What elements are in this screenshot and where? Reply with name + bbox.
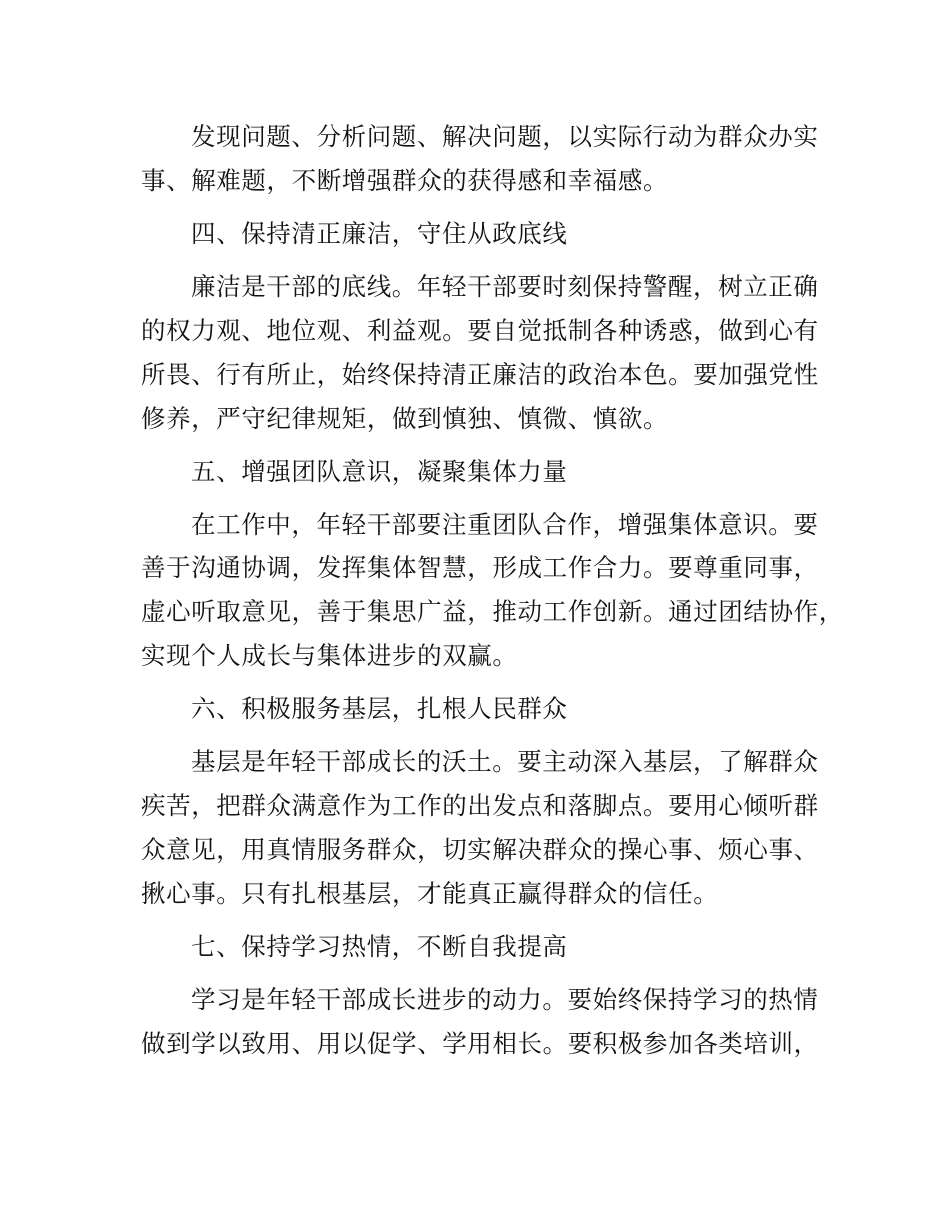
paragraph-line: 的权力观、地位观、利益观。要自觉抵制各种诱惑，做到心有 [141,316,819,345]
paragraph-line: 学习是年轻干部成长进步的动力。要始终保持学习的热情 [191,985,819,1014]
paragraph-line: 廉洁是干部的底线。年轻干部要时刻保持警醒，树立正确 [191,272,819,301]
section-heading-5: 五、增强团队意识，凝聚集体力量 [191,457,568,486]
paragraph-line: 众意见，用真情服务群众，切实解决群众的操心事、烦心事、 [141,835,819,864]
paragraph-line: 所畏、行有所止，始终保持清正廉洁的政治本色。要加强党性 [141,360,819,389]
paragraph-line: 虚心听取意见，善于集思广益，推动工作创新。通过团结协作， [141,597,844,626]
paragraph-line: 在工作中，年轻干部要注重团队合作，增强集体意识。要 [191,510,819,539]
paragraph-line: 基层是年轻干部成长的沃土。要主动深入基层，了解群众 [191,747,819,776]
paragraph-line: 善于沟通协调，发挥集体智慧，形成工作合力。要尊重同事， [141,553,819,582]
section-heading-4: 四、保持清正廉洁，守住从政底线 [191,219,568,248]
paragraph-line: 修养，严守纪律规矩，做到慎独、慎微、慎欲。 [141,404,669,433]
section-heading-6: 六、积极服务基层，扎根人民群众 [191,694,568,723]
paragraph-line: 做到学以致用、用以促学、学用相长。要积极参加各类培训， [141,1029,819,1058]
paragraph-line: 疾苦，把群众满意作为工作的出发点和落脚点。要用心倾听群 [141,791,819,820]
paragraph-line: 发现问题、分析问题、解决问题，以实际行动为群众办实 [191,122,819,151]
section-heading-7: 七、保持学习热情，不断自我提高 [191,932,568,961]
paragraph-line: 揪心事。只有扎根基层，才能真正赢得群众的信任。 [141,879,719,908]
paragraph-line: 实现个人成长与集体进步的双赢。 [141,641,518,670]
paragraph-line: 事、解难题，不断增强群众的获得感和幸福感。 [141,166,669,195]
